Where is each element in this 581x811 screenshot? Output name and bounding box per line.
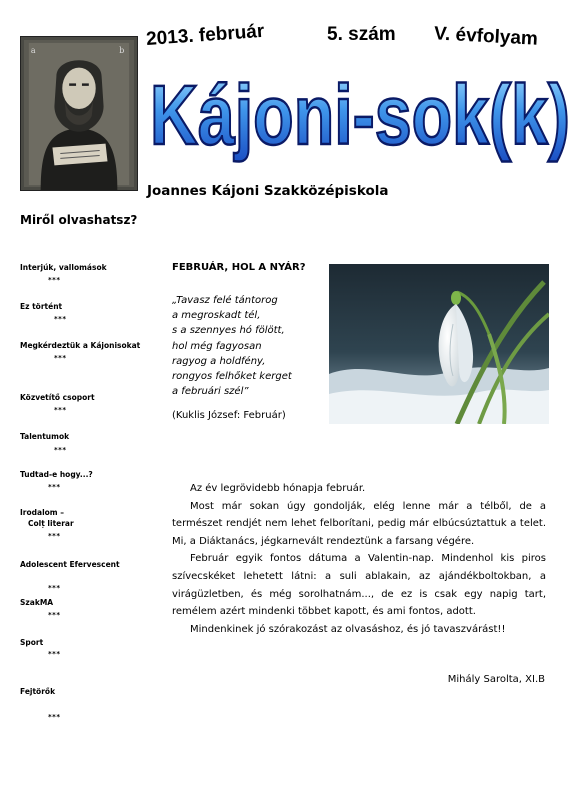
toc-separator: ***: [54, 354, 67, 362]
toc-separator: ***: [48, 611, 61, 619]
toc-item[interactable]: Colț literar: [28, 519, 74, 528]
article-body: [172, 480, 546, 638]
toc-separator: ***: [48, 713, 61, 721]
svg-text:b: b: [119, 45, 125, 55]
poem: [172, 293, 292, 399]
toc-separator: ***: [54, 446, 67, 454]
poem-line: a megroskadt tél,: [172, 310, 261, 322]
toc-item[interactable]: Megkérdeztük a Kájonisokat: [20, 341, 141, 350]
toc-separator: ***: [54, 315, 67, 323]
article-paragraph: Mindenkinek jó szórakozást az olvasáshoz, és jó tavaszvárást!!: [190, 623, 506, 635]
article-paragraph: Február egyik fontos dátuma a Valentin-nap. Mindenhol kis piros szívecskéket lehetett látni: a suli ablakain, az ajándékboltokban, a virágüzletben, és még sorolhatnám..., de ez is csak egy napig tart, remélem azért mindenki többet kapott, és ami fontos, adott.: [172, 553, 546, 618]
article-author: Mihály Sarolta, XI.B: [447, 674, 545, 685]
toc-separator: ***: [48, 584, 61, 592]
toc-item[interactable]: Sport: [20, 638, 44, 647]
poem-line: ragyog a holdfény,: [172, 355, 266, 367]
poem-line: hol még fagyosan: [172, 340, 262, 352]
toc-item[interactable]: Talentumok: [20, 432, 70, 441]
poem-credit: (Kuklis József: Február): [172, 410, 286, 421]
toc-separator: ***: [48, 532, 61, 540]
toc-item[interactable]: Adolescent Efervescent: [20, 560, 120, 569]
issue-date: 2013. február: [145, 20, 265, 51]
toc-title: Miről olvashatsz?: [20, 213, 138, 227]
snowdrop-photo: [329, 264, 549, 424]
poem-line: s a szennyes hó fölött,: [172, 325, 285, 337]
masthead-title: Kájoni-sok(k): [150, 68, 570, 162]
toc-item[interactable]: SzakMA: [20, 598, 54, 607]
toc-separator: ***: [48, 650, 61, 658]
article-paragraph: Az év legrövidebb hónapja február.: [190, 483, 366, 494]
article-paragraph: Most már sokan úgy gondolják, elég lenne már a télből, de a természet rendjét nem lehet felborítani, pedig már elbúcsúztattuk a telet. Mi, a Diáktanács, jégkarnevált rendeztünk a farsang végére.: [172, 500, 546, 547]
monk-portrait-icon: [20, 36, 138, 191]
toc-separator: ***: [54, 406, 67, 414]
svg-text:a: a: [30, 45, 36, 55]
toc-item[interactable]: Interjúk, vallomások: [20, 263, 107, 272]
toc-item[interactable]: Ez történt: [20, 302, 63, 311]
toc-item[interactable]: Irodalom –: [20, 508, 64, 517]
poem-line: rongyos felhőket kerget: [172, 371, 292, 383]
article-title: FEBRUÁR, HOL A NYÁR?: [172, 262, 306, 273]
issue-number: 5. szám: [327, 24, 396, 45]
toc-separator: ***: [48, 276, 61, 284]
masthead-logo: [140, 56, 580, 176]
toc-item[interactable]: Közvetítő csoport: [20, 393, 95, 402]
issue-line: [147, 20, 567, 54]
toc-item[interactable]: Fejtörők: [20, 687, 56, 696]
poem-line: a februári szél”: [172, 386, 249, 398]
toc-separator: ***: [48, 483, 61, 491]
toc-item[interactable]: Tudtad-e hogy...?: [20, 470, 93, 479]
poem-line: „Tavasz felé tántorog: [172, 295, 278, 306]
issue-volume: V. évfolyam: [433, 23, 539, 50]
school-name: Joannes Kájoni Szakközépiskola: [147, 183, 389, 199]
